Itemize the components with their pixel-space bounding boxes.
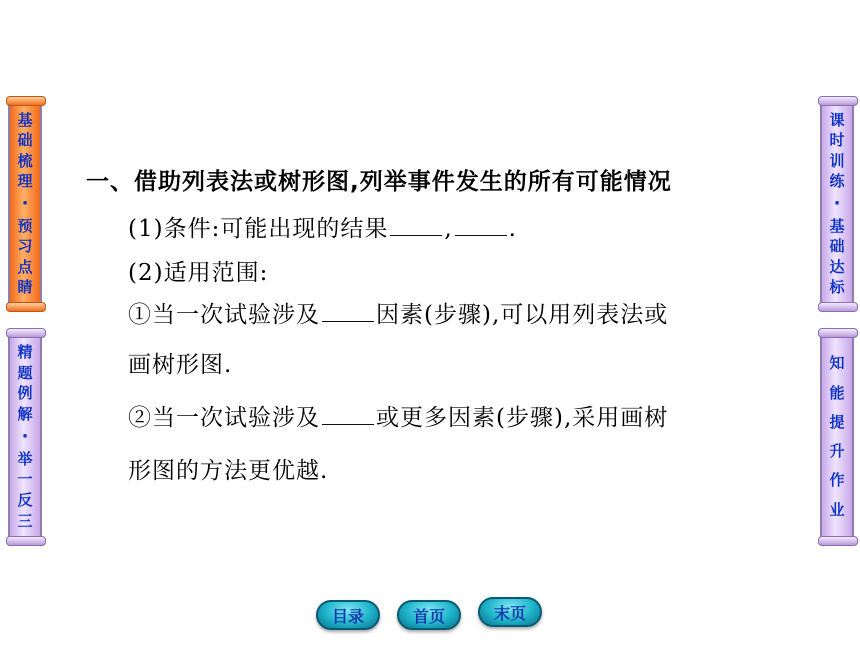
tab-char: 题: [17, 363, 33, 382]
tab-char: 时: [829, 131, 845, 150]
scroll-roll-bottom: [818, 536, 858, 546]
tab-char: 业: [829, 500, 845, 519]
first-page-button-label: 首页: [412, 606, 445, 626]
tab-char: ·: [21, 192, 29, 214]
tab-char: ·: [833, 192, 841, 214]
tab-char: 一: [17, 470, 33, 489]
tab-example-explanations[interactable]: [8, 332, 42, 542]
scope-item-2-suffix: 或更多因素(步骤),采用画树: [376, 405, 669, 431]
scope-item-2: [128, 399, 668, 432]
answer-blank: [455, 217, 507, 236]
tab-char: 能: [829, 383, 845, 402]
tab-char: 例: [17, 384, 33, 403]
scroll-roll-top: [6, 96, 46, 106]
tab-char: 提: [829, 412, 845, 431]
tab-char: 知: [829, 354, 845, 373]
tab-skill-homework[interactable]: [820, 332, 854, 542]
scroll-roll-bottom: [6, 302, 46, 312]
line-end: .: [508, 216, 517, 242]
tab-char: 基: [829, 216, 845, 235]
toc-button-label: 目录: [331, 606, 364, 626]
scope-item-1-cont: 画树形图.: [128, 352, 233, 378]
tab-lesson-training[interactable]: [820, 100, 854, 308]
scope-item-1-prefix: ①当一次试验涉及: [128, 302, 320, 328]
tab-char: 举: [17, 449, 33, 468]
tab-char: 基: [17, 110, 33, 129]
separator: ,: [444, 216, 453, 242]
scroll-roll-bottom: [6, 536, 46, 546]
tab-char: 预: [17, 216, 33, 235]
tab-char: 理: [17, 172, 33, 191]
scroll-roll-top: [818, 328, 858, 338]
tab-char: 三: [17, 512, 33, 530]
tab-char: 精: [17, 342, 33, 361]
tab-char: 点: [17, 257, 33, 276]
last-page-button[interactable]: [478, 597, 542, 627]
tab-char: 标: [829, 278, 845, 297]
first-page-button[interactable]: [397, 600, 461, 630]
scope-item-1: [128, 296, 668, 329]
answer-blank: [390, 217, 442, 236]
tab-char: 作: [829, 471, 845, 490]
scroll-roll-bottom: [818, 302, 858, 312]
tab-char: 达: [829, 257, 845, 276]
last-page-button-label: 末页: [493, 603, 526, 623]
tab-char: 础: [829, 237, 845, 256]
tab-char: 睛: [17, 278, 33, 297]
tab-char: 训: [829, 151, 845, 170]
tab-char: 升: [829, 442, 845, 461]
scope-item-2-cont: 形图的方法更优越.: [128, 458, 329, 484]
tab-char: ·: [21, 425, 29, 447]
tab-char: 练: [829, 172, 845, 191]
scope-item-2-prefix: ②当一次试验涉及: [128, 405, 320, 431]
tab-char: 础: [17, 131, 33, 150]
answer-blank: [322, 406, 374, 425]
tab-basic-review[interactable]: [8, 100, 42, 308]
answer-blank: [322, 303, 374, 322]
tab-char: 习: [17, 237, 33, 256]
scope-line: (2)适用范围:: [128, 260, 269, 286]
scroll-roll-top: [6, 328, 46, 338]
section-heading: 一、借助列表法或树形图,列举事件发生的所有可能情况: [86, 169, 672, 195]
condition-text: (1)条件:可能出现的结果: [128, 216, 389, 242]
condition-line: [128, 210, 517, 243]
toc-button[interactable]: [316, 600, 380, 630]
tab-char: 课: [829, 110, 845, 129]
tab-char: 反: [17, 491, 33, 510]
tab-char: 解: [17, 405, 33, 424]
scope-item-1-suffix: 因素(步骤),可以用列表法或: [376, 302, 669, 328]
tab-char: 梳: [17, 151, 33, 170]
scroll-roll-top: [818, 96, 858, 106]
